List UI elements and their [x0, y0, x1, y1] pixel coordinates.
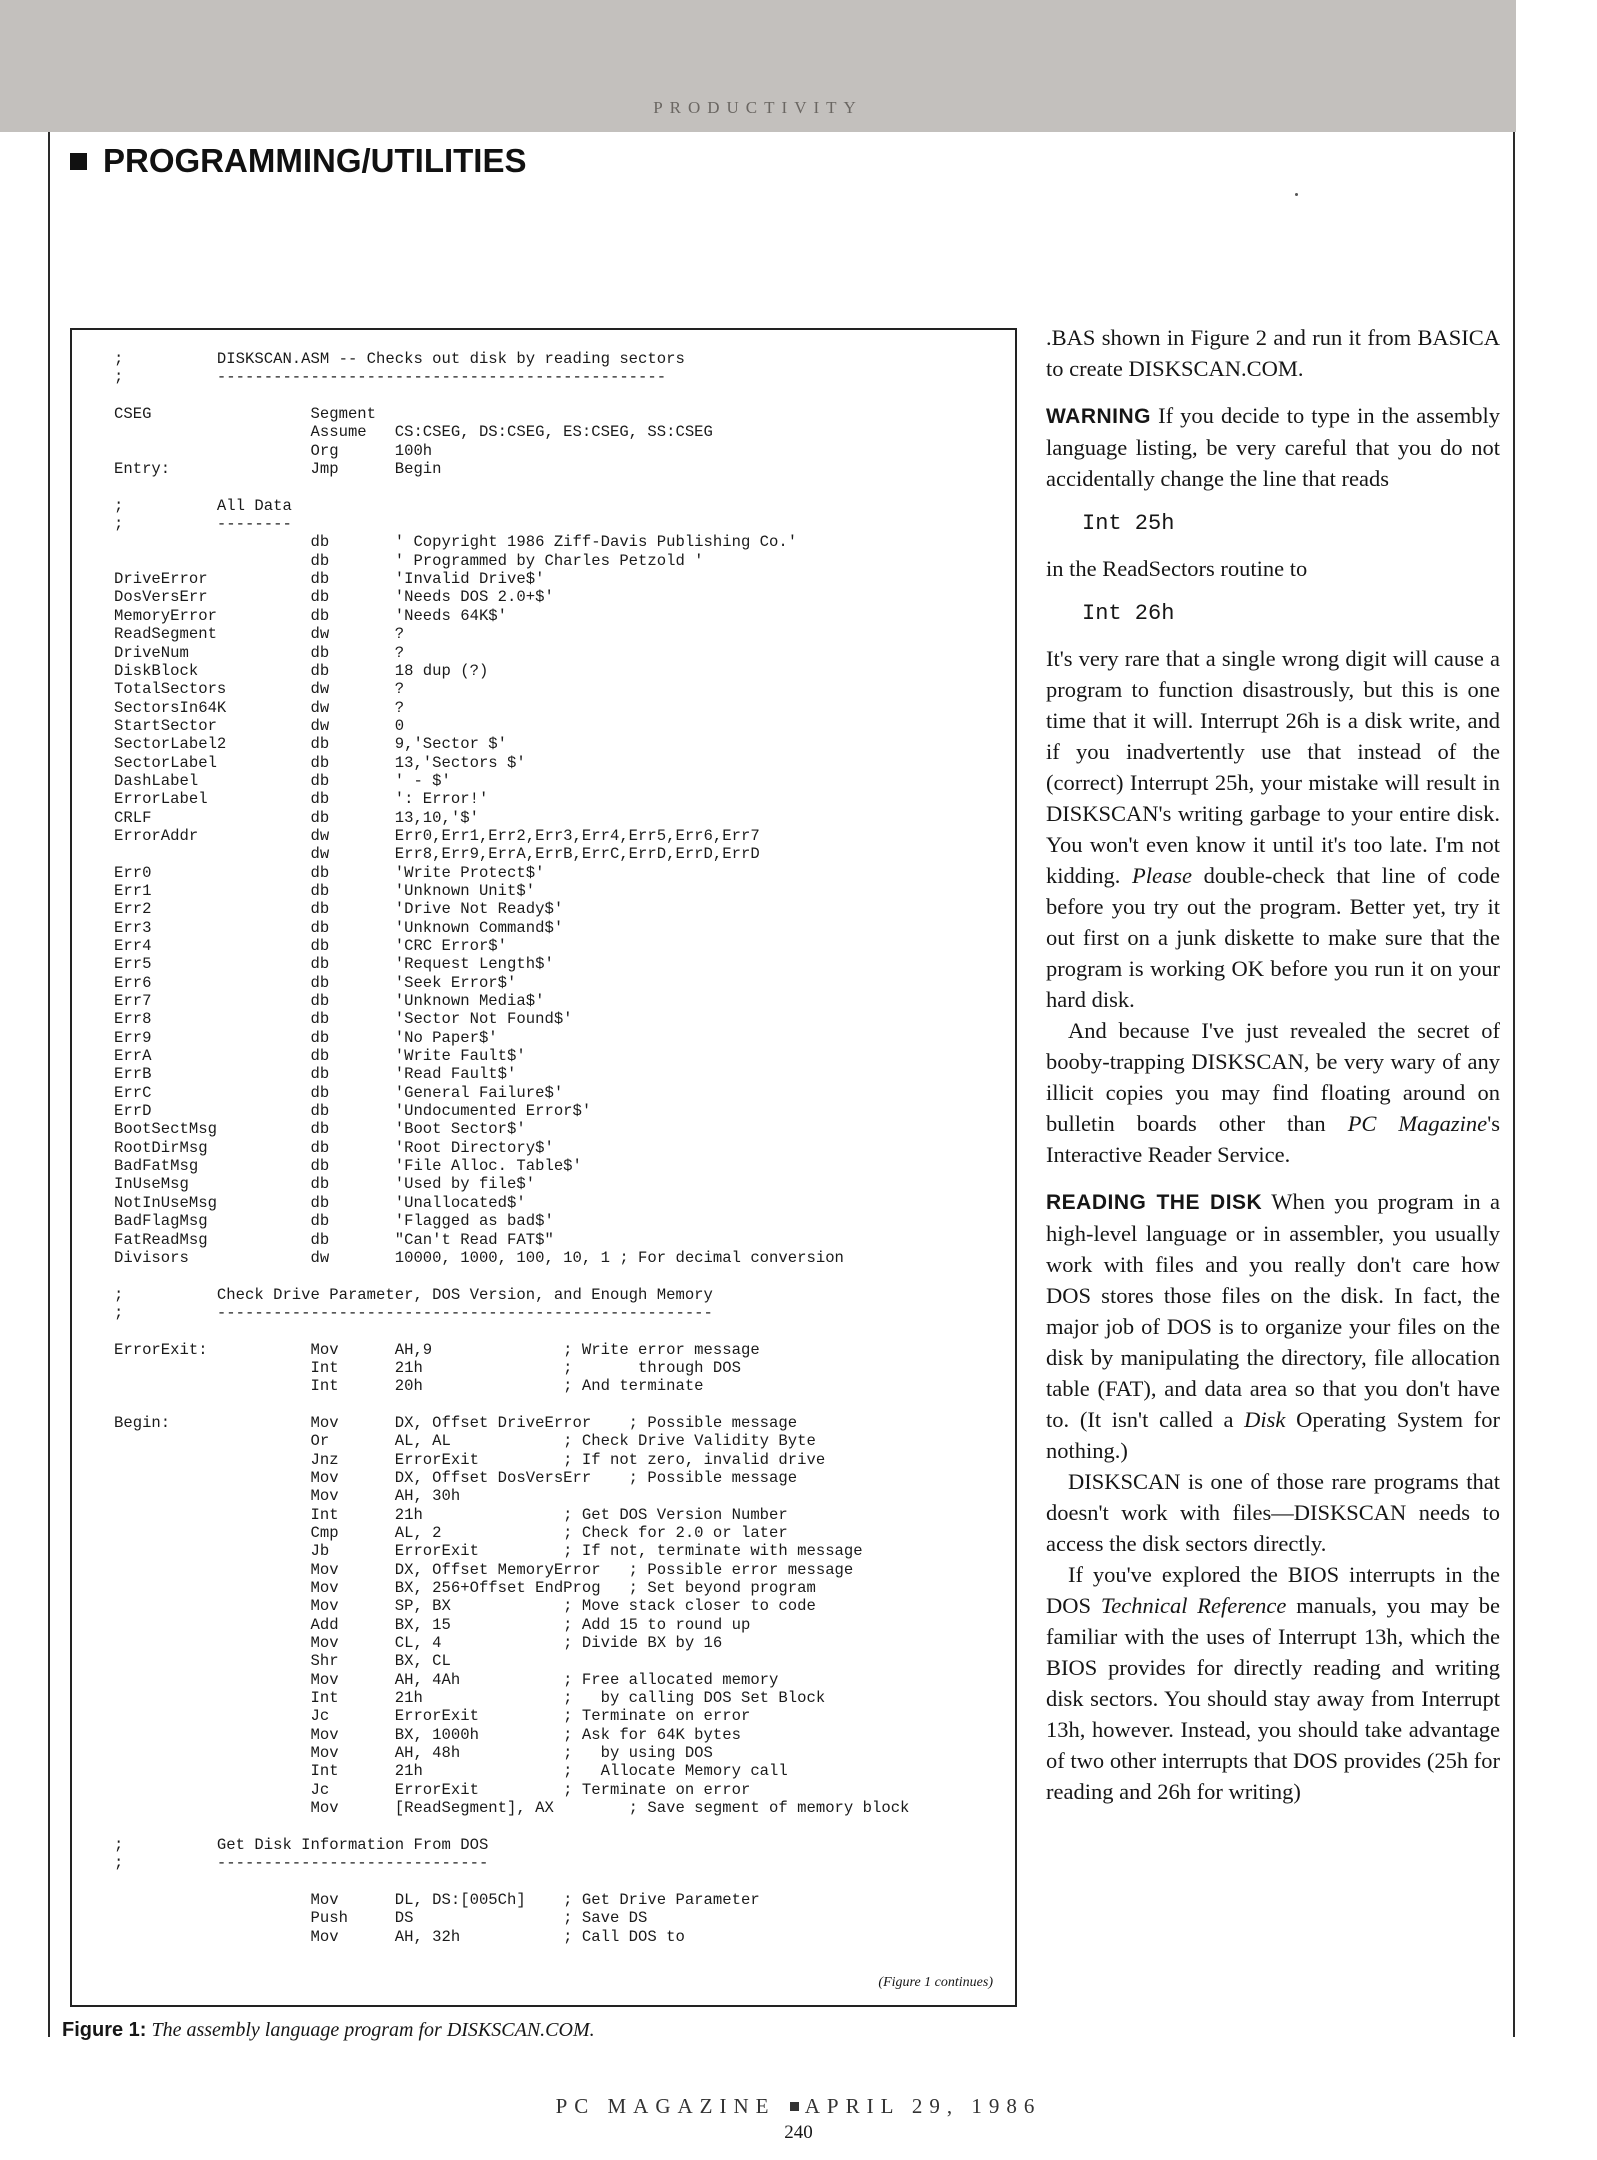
code-line: Divisors dw 10000, 1000, 100, 10, 1 ; For decimal conversion [114, 1248, 844, 1267]
paragraph-readsectors: in the ReadSectors routine to [1046, 556, 1308, 581]
code-line: Err4 db 'CRC Error$' [114, 937, 508, 955]
footer-magazine: PC MAGAZINE [555, 2094, 776, 2118]
page-title: PROGRAMMING/UTILITIES [103, 142, 527, 179]
page-heading [70, 142, 527, 180]
reading-text-a: When you program in a high-level language or in assembler, you usually work with files and you really don't care how DOS stores those files on the disk. In fact, the major job of DOS is to organize your files on the disk by manipulating the directory, file allocation table (FAT), and data area so that you don't have to. (It isn't called a [1046, 1189, 1500, 1432]
code-listing [114, 350, 1004, 1946]
code-line: RootDirMsg db 'Root Directory$' [114, 1138, 554, 1157]
p6-emphasis: Technical Reference [1100, 1593, 1287, 1618]
code-line: ErrB db 'Read Fault$' [114, 1065, 517, 1084]
code-line [114, 1267, 1004, 1285]
code-line [114, 478, 1004, 496]
code-line: Cmp AL, 2 ; Check for 2.0 or later [114, 1524, 788, 1542]
code-line: Entry: Jmp Begin [114, 460, 442, 479]
code-line: Err9 db 'No Paper$' [114, 1028, 498, 1047]
reading-text-b: Operating System for nothing.) [1046, 1407, 1501, 1463]
page-number: 240 [784, 2122, 813, 2143]
code-line: Err8 db 'Sector Not Found$' [114, 1010, 573, 1029]
paragraph-rare-digit [1046, 643, 1500, 1015]
code-line: Mov DX, Offset MemoryError ; Possible error message [114, 1560, 854, 1579]
code-line: InUseMsg db 'Used by file$' [114, 1175, 536, 1194]
code-line: Mov AH, 48h ; by using DOS [114, 1744, 713, 1763]
paragraph-diskscan-rare: DISKSCAN is one of those rare programs that doesn't work with files—DISKSCAN needs to access the disk sectors directly. [1046, 1469, 1500, 1556]
figure-listing-box [70, 328, 1017, 2007]
p3-text-b: double-check that line of code before you try out the program. Better yet, try it out first on a junk diskette to make sure that the program is working OK before you run it on your hard disk. [1046, 863, 1500, 1012]
code-line: SectorsIn64K dw ? [114, 698, 405, 717]
code-line: Mov SP, BX ; Move stack closer to code [114, 1597, 816, 1616]
code-line [114, 387, 1004, 405]
code-line: DriveNum db ? [114, 643, 405, 662]
code-line: Assume CS:CSEG, DS:CSEG, ES:CSEG, SS:CSEG [114, 423, 713, 442]
code-line: Or AL, AL ; Check Drive Validity Byte [114, 1432, 816, 1451]
code-line: FatReadMsg db "Can't Read FAT$" [114, 1230, 554, 1249]
code-line: dw Err8,Err9,ErrA,ErrB,ErrC,ErrD,ErrD,ErrD [114, 845, 760, 864]
code-line [114, 1396, 1004, 1414]
figure-caption [62, 2019, 595, 2042]
code-line: Err5 db 'Request Length$' [114, 955, 554, 974]
code-line: Err7 db 'Unknown Media$' [114, 992, 545, 1011]
code-line: ErrC db 'General Failure$' [114, 1083, 564, 1102]
reading-heading: READING THE DISK [1046, 1191, 1263, 1214]
code-line: ; ----------------------------- [114, 1854, 489, 1873]
code-line: Jb ErrorExit ; If not, terminate with message [114, 1542, 863, 1561]
code-line: Jnz ErrorExit ; If not zero, invalid drive [114, 1450, 826, 1469]
code-line: Mov AH, 32h ; Call DOS to [114, 1927, 685, 1946]
code-line: db ' Programmed by Charles Petzold ' [114, 551, 704, 570]
code-line [114, 1818, 1004, 1836]
right-rule [1513, 132, 1515, 2037]
code-line: ErrorAddr dw Err0,Err1,Err2,Err3,Err4,Err5,Err6,Err7 [114, 826, 760, 845]
caption-text: The assembly language program for DISKSCAN.COM. [146, 2019, 595, 2041]
code-line: Jc ErrorExit ; Terminate on error [114, 1780, 751, 1799]
code-line: ; Check Drive Parameter, DOS Version, and Enough Memory [114, 1285, 713, 1304]
p3-emphasis: Please [1132, 863, 1192, 888]
code-line: ; DISKSCAN.ASM -- Checks out disk by reading sectors [114, 350, 685, 368]
code-line [114, 1322, 1004, 1340]
code-line [114, 1873, 1004, 1891]
p4-text-a: And because I've just revealed the secret of booby-trapping DISKSCAN, be very wary of any illicit copies you may find floating around on bulletin boards other than [1046, 1018, 1500, 1136]
code-line: Int 21h ; Allocate Memory call [114, 1762, 788, 1781]
code-line: Err2 db 'Drive Not Ready$' [114, 900, 564, 919]
bullet-square-icon [70, 153, 87, 170]
code-line: Err1 db 'Unknown Unit$' [114, 881, 536, 900]
code-line: BadFlagMsg db 'Flagged as bad$' [114, 1212, 554, 1231]
code-line: Jc ErrorExit ; Terminate on error [114, 1707, 751, 1726]
code-line: Shr BX, CL [114, 1652, 451, 1671]
code-line: ReadSegment dw ? [114, 625, 405, 644]
code-line: Add BX, 15 ; Add 15 to round up [114, 1615, 751, 1634]
p6-text-a: If you've explored the BIOS interrupts in the DOS [1046, 1562, 1500, 1618]
code-line: Mov BX, 256+Offset EndProg ; Set beyond program [114, 1579, 816, 1598]
section-label: PRODUCTIVITY [653, 98, 863, 117]
code-line: CSEG Segment [114, 405, 377, 424]
code-line: Mov DL, DS:[005Ch] ; Get Drive Parameter [114, 1890, 760, 1909]
code-line: TotalSectors dw ? [114, 680, 405, 699]
code-line: Int 20h ; And terminate [114, 1377, 704, 1396]
warning-text: If you decide to type in the assembly language listing, be very careful that you do not accidentally change the line that reads [1046, 403, 1500, 491]
code-line: Mov [ReadSegment], AX ; Save segment of memory block [114, 1799, 910, 1818]
p4-text-b: 's Interactive Reader Service. [1046, 1111, 1500, 1167]
code-line: Int 21h ; through DOS [114, 1358, 741, 1377]
code-line: NotInUseMsg db 'Unallocated$' [114, 1193, 526, 1212]
code-line: ErrA db 'Write Fault$' [114, 1047, 526, 1066]
p4-emphasis: PC Magazine [1347, 1111, 1488, 1136]
paragraph-intro: .BAS shown in Figure 2 and run it from BASICA to create DISKSCAN.COM. [1046, 325, 1500, 381]
paragraph-reading-disk [1046, 1186, 1500, 1466]
code-line: BootSectMsg db 'Boot Sector$' [114, 1120, 526, 1139]
code-line: ; Get Disk Information From DOS [114, 1835, 489, 1854]
p3-text-a: It's very rare that a single wrong digit will cause a program to function disastrously, but this is one time that it will. Interrupt 26h is a disk write, and if you inadvertently use that instead of the (correct) Interrupt 25h, your mistake will result in DISKSCAN's writing garbage to your entire disk. You won't even know it until it's too late. I'm not kidding. [1046, 646, 1500, 888]
code-line: db ' Copyright 1986 Ziff-Davis Publishing Co.' [114, 533, 798, 552]
code-line: ; -------- [114, 515, 292, 534]
code-line: ErrD db 'Undocumented Error$' [114, 1102, 592, 1121]
code-line: DosVersErr db 'Needs DOS 2.0+$' [114, 588, 554, 607]
page-footer [0, 2094, 1597, 2119]
figure-continues-note: (Figure 1 continues) [878, 1975, 993, 1990]
code-line: MemoryError db 'Needs 64K$' [114, 606, 508, 625]
left-rule [48, 132, 50, 2037]
reading-emphasis: Disk [1244, 1407, 1286, 1432]
footer-square-icon [790, 2102, 799, 2111]
code-line: Org 100h [114, 441, 433, 460]
code-line: Mov BX, 1000h ; Ask for 64K bytes [114, 1725, 741, 1744]
warning-heading: WARNING [1046, 405, 1151, 428]
code-line: Err6 db 'Seek Error$' [114, 973, 517, 992]
code-int25: Int 25h [1082, 511, 1175, 536]
code-line: Int 21h ; Get DOS Version Number [114, 1505, 788, 1524]
code-line: DriveError db 'Invalid Drive$' [114, 570, 545, 589]
code-line: DashLabel db ' - $' [114, 771, 451, 790]
code-line: ; All Data [114, 496, 292, 515]
code-line: DiskBlock db 18 dup (?) [114, 661, 489, 680]
code-line: StartSector dw 0 [114, 716, 405, 735]
code-line: CRLF db 13,10,'$' [114, 808, 479, 827]
code-line: ; ------------------------------------------------ [114, 368, 667, 387]
caption-label: Figure 1: [62, 2019, 147, 2041]
code-line: Mov DX, Offset DosVersErr ; Possible message [114, 1468, 798, 1487]
code-line: Mov AH, 4Ah ; Free allocated memory [114, 1670, 779, 1689]
article-column [1046, 322, 1500, 1807]
code-line: SectorLabel db 13,'Sectors $' [114, 753, 526, 772]
code-line: Begin: Mov DX, Offset DriveError ; Possible message [114, 1413, 798, 1432]
code-line: SectorLabel2 db 9,'Sector $' [114, 735, 508, 754]
code-line: Mov CL, 4 ; Divide BX by 16 [114, 1634, 723, 1653]
p6-text-b: manuals, you may be familiar with the uses of Interrupt 13h, which the BIOS provides for directly reading and writing disk sectors. You should stay away from Interrupt 13h, however. Instead, you should take advantage of two other interrupts that DOS provides (25h for reading and 26h for writing) [1046, 1593, 1500, 1804]
code-line: BadFatMsg db 'File Alloc. Table$' [114, 1157, 582, 1176]
code-line: Mov AH, 30h [114, 1487, 461, 1506]
footer-date: APRIL 29, 1986 [804, 2094, 1042, 2118]
code-line: Err3 db 'Unknown Command$' [114, 918, 564, 937]
paragraph-bios [1046, 1559, 1500, 1807]
code-int26: Int 26h [1082, 601, 1175, 626]
paragraph-booby-trap [1046, 1015, 1500, 1170]
code-line: Int 21h ; by calling DOS Set Block [114, 1689, 826, 1708]
code-line: Push DS ; Save DS [114, 1909, 648, 1928]
print-speck [1295, 193, 1298, 196]
code-line: ErrorExit: Mov AH,9 ; Write error message [114, 1340, 760, 1359]
paragraph-warning [1046, 400, 1500, 494]
code-line: Err0 db 'Write Protect$' [114, 863, 545, 882]
code-line: ErrorLabel db ': Error!' [114, 790, 489, 809]
code-line: ; ----------------------------------------------------- [114, 1303, 713, 1322]
